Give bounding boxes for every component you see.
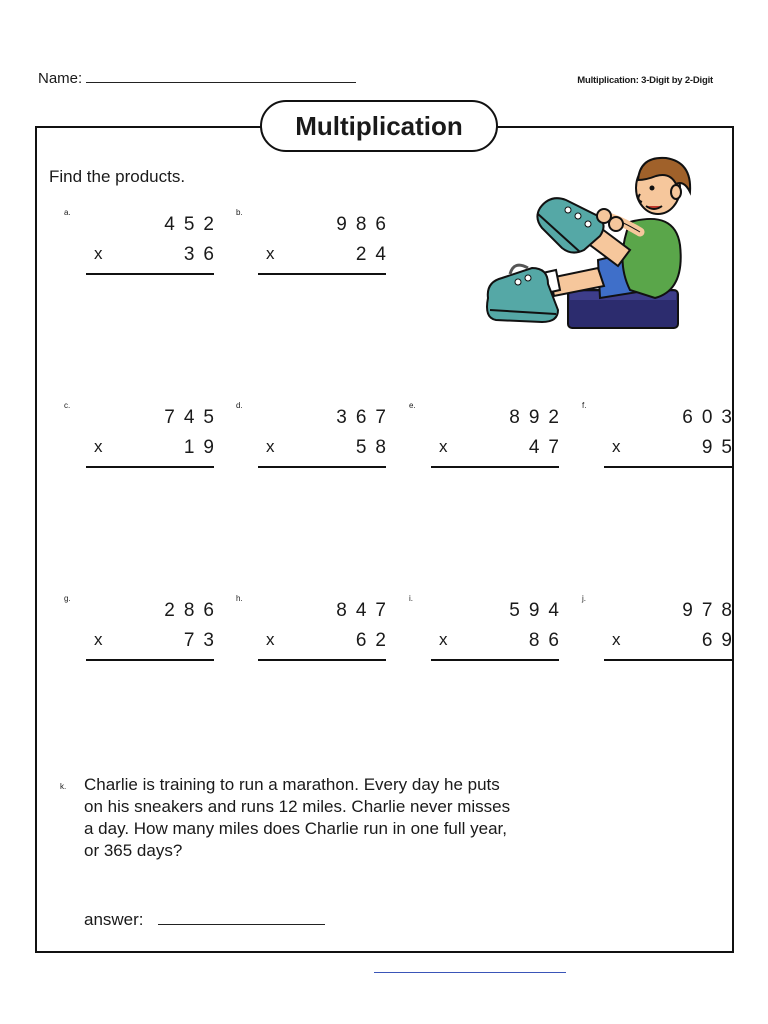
multiplicand: 452 (164, 214, 223, 235)
problem-a (64, 208, 223, 278)
instructions: Find the products. (49, 167, 186, 186)
multiplicand: 978 (682, 600, 741, 621)
name-blank-line[interactable] (86, 68, 356, 83)
answer-rule (604, 466, 732, 468)
multiplicand: 367 (336, 407, 395, 428)
worksheet-subtitle: Multiplication: 3-Digit by 2-Digit (577, 75, 713, 86)
multiplier: 58 (355, 437, 395, 458)
problem-letter: f. (582, 401, 587, 410)
multiplier: 24 (355, 244, 395, 265)
times-sign: x (439, 437, 448, 456)
multiplier: 36 (183, 244, 223, 265)
multiplicand: 847 (336, 600, 395, 621)
times-sign: x (94, 244, 103, 263)
times-sign: x (94, 630, 103, 649)
boy-tying-sneakers-icon (480, 150, 700, 340)
answer-rule (258, 659, 386, 661)
times-sign: x (266, 437, 275, 456)
problem-letter: a. (64, 208, 71, 217)
answer-field (84, 908, 325, 930)
problem-letter: h. (236, 594, 243, 603)
answer-rule (86, 659, 214, 661)
times-sign: x (612, 630, 621, 649)
problem-letter: d. (236, 401, 243, 410)
multiplier: 19 (183, 437, 223, 458)
answer-rule (86, 273, 214, 275)
multiplicand: 286 (164, 600, 223, 621)
multiplicand: 745 (164, 407, 223, 428)
answer-label: answer: (84, 910, 144, 929)
times-sign: x (266, 244, 275, 263)
problem-letter: b. (236, 208, 243, 217)
answer-rule (604, 659, 732, 661)
multiplier: 95 (701, 437, 741, 458)
multiplicand: 986 (336, 214, 395, 235)
problem-letter: j. (582, 594, 586, 603)
problem-letter: e. (409, 401, 416, 410)
multiplicand: 594 (509, 600, 568, 621)
problem-b (236, 208, 395, 278)
problem-letter: i. (409, 594, 413, 603)
problem-j (582, 594, 741, 664)
problem-letter: g. (64, 594, 71, 603)
multiplier: 86 (528, 630, 568, 651)
times-sign: x (94, 437, 103, 456)
answer-rule (431, 466, 559, 468)
problem-letter: c. (64, 401, 71, 410)
answer-rule (258, 273, 386, 275)
problem-c (64, 401, 223, 471)
multiplicand: 603 (682, 407, 741, 428)
page-title-text: Multiplication (295, 110, 463, 141)
word-problem (60, 774, 520, 862)
problem-i (409, 594, 568, 664)
multiplier: 62 (355, 630, 395, 651)
problem-f (582, 401, 741, 471)
footer-link[interactable] (374, 970, 566, 973)
problem-h (236, 594, 395, 664)
times-sign: x (439, 630, 448, 649)
problem-g (64, 594, 223, 664)
problem-d (236, 401, 395, 471)
multiplicand: 892 (509, 407, 568, 428)
answer-blank-line[interactable] (158, 908, 325, 925)
name-label: Name: (38, 70, 83, 87)
multiplier: 73 (183, 630, 223, 651)
times-sign: x (266, 630, 275, 649)
times-sign: x (612, 437, 621, 456)
answer-rule (86, 466, 214, 468)
problem-e (409, 401, 568, 471)
problem-letter: k. (60, 782, 67, 791)
multiplier: 47 (528, 437, 568, 458)
answer-rule (258, 466, 386, 468)
word-problem-text: Charlie is training to run a marathon. Every day he puts on his sneakers and runs 12 miles. Charlie never misses a day. How many miles does Charlie run in one full year, or 365 days? (84, 775, 511, 860)
multiplier: 69 (701, 630, 741, 651)
name-field (38, 68, 356, 87)
answer-rule (431, 659, 559, 661)
page-title (260, 100, 498, 152)
